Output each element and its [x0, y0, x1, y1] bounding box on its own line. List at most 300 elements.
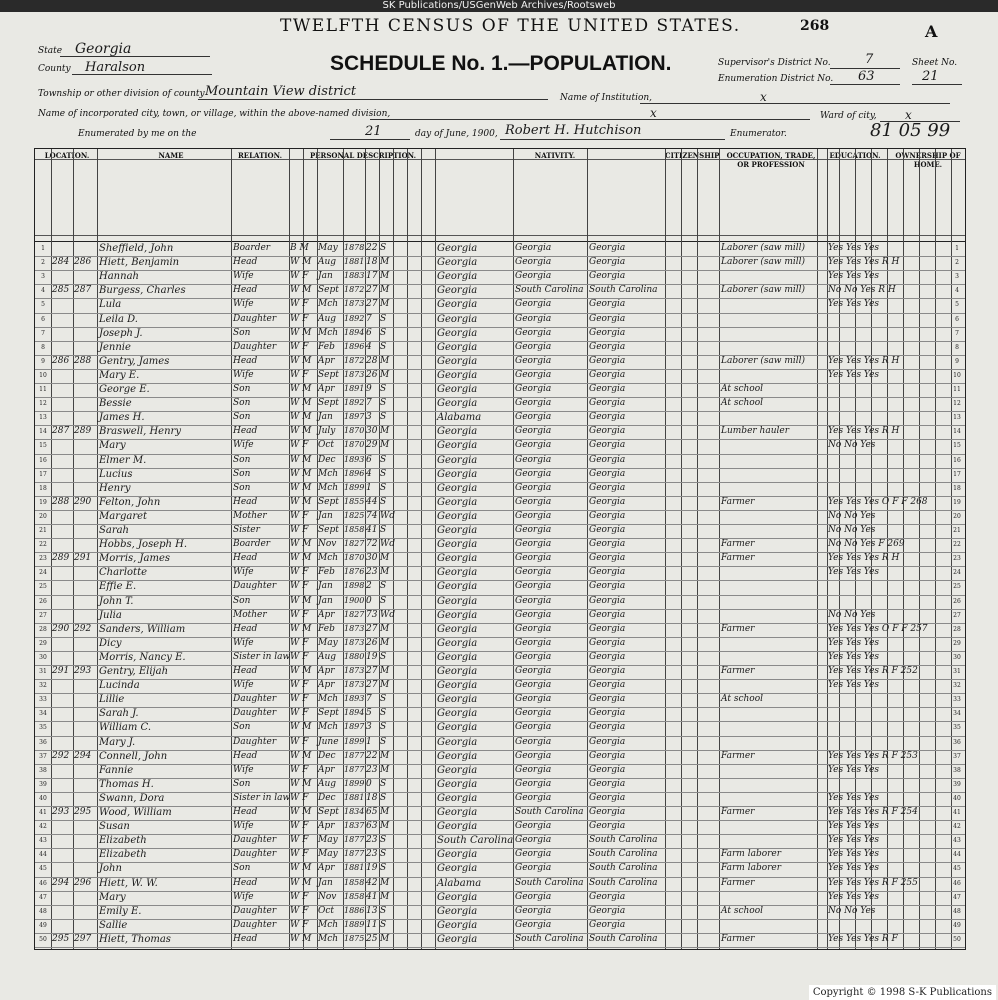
cell-edu: Yes Yes Yes: [828, 891, 880, 902]
cell-edu: Yes Yes Yes: [828, 243, 880, 253]
cell-name: Charlotte: [99, 567, 148, 579]
sheet-number: 21: [922, 69, 939, 84]
cell-cs: W F: [290, 609, 309, 620]
cell-name: Fannie: [99, 764, 134, 776]
cell-birth: Georgia: [437, 821, 478, 833]
row-number: 26: [953, 597, 961, 605]
cell-rel: Head: [233, 877, 258, 888]
row-number: 35: [39, 724, 47, 732]
cell-cs: W M: [290, 863, 312, 874]
cell-month: Feb: [318, 623, 335, 634]
cell-year: 1892: [344, 313, 365, 323]
cell-year: 1877: [344, 750, 365, 760]
cell-year: 1894: [344, 327, 365, 337]
cell-mother: Georgia: [589, 369, 626, 380]
cell-cs: W F: [290, 694, 309, 705]
cell-name: Effie E.: [99, 581, 137, 593]
cell-cs: W F: [290, 821, 309, 832]
cell-ms: S: [380, 482, 387, 493]
township-label: Township or other division of county: [38, 89, 205, 99]
row-number: 35: [953, 724, 961, 732]
cell-year: 1870: [344, 553, 365, 563]
cell-name: Swann, Dora: [99, 792, 165, 804]
row-number: 41: [39, 809, 47, 816]
cell-dw: 287: [52, 426, 70, 437]
cell-father: Georgia: [515, 243, 552, 253]
cell-cs: W M: [290, 722, 312, 733]
row-number: 22: [39, 541, 47, 549]
cell-month: Dec: [318, 454, 336, 465]
cell-birth: Georgia: [437, 313, 478, 325]
township-value: Mountain View district: [205, 84, 357, 99]
cell-birth: Georgia: [437, 285, 478, 297]
cell-birth: Georgia: [437, 496, 478, 508]
cell-birth: Georgia: [437, 919, 478, 931]
cell-birth: Georgia: [437, 694, 478, 706]
cell-name: Hiett, Thomas: [99, 933, 171, 945]
cell-father: Georgia: [515, 271, 552, 282]
cell-father: Georgia: [515, 708, 552, 719]
row-number: 42: [953, 823, 961, 831]
cell-year: 1872: [344, 285, 365, 295]
row-number: 2: [41, 259, 45, 267]
sheet-letter: A: [925, 22, 938, 41]
cell-year: 1873: [344, 623, 365, 633]
row-number: 39: [39, 780, 47, 788]
cell-age: 4: [366, 468, 372, 479]
cell-name: Felton, John: [99, 496, 161, 508]
cell-ms: S: [380, 398, 387, 409]
census-sheet: SK Publications/USGenWeb Archives/Rootsweb TWELFTH CENSUS OF THE UNITED STATES. 268 A SCHEDULE No. 1.—POPULATION. State Georgia County Haralson Township or other division of county Mountain View district Name of incorporated city, town, or village, within the above-named division, x Name of Institution, x Ward of city, x Enumerated by me on the 21 day of June, 1900, Robert H. Hutchison Enumerator. 81 05 99 Supervisor's District No. 7 Enumeration District No. 63 Sheet No. 21 LOCATION. NAME RELATION. PERSONAL DESCRIPTION. NATIVITY. CITIZENSHIP. OCCUPATION, TRADE, OR PROFESSION EDUCATION. OWNERSHIP OF HOME. 1 1 Sheffield, John Boarder B M May 1878 22 S Georgia Georgia Georgia Laborer (saw mill) Yes Yes Yes 2 2 284 286 Hiett, Benjamin Head W M Aug 1881 18 M Georgia Georgia Georgia Laborer (saw mill) Yes Yes Yes R H 3 3 Hannah Wife W F Jan 1883 17 M Georgia Georgia Georgia Yes Yes Yes 4 4 285 287 Burgess, Charles Head W M Sept 1872 27 M Georgia South Carolina South Carolina Laborer (saw mill) No No Yes R H 5 5 Lula Wife W F Mch 1873 27 M Georgia Georgia Georgia Yes Yes Yes 6 6 Leila D. Daughter W F Aug 1892 7 S Georgia Georgia Georgia 7 7 Joseph J. Son W M Mch 1894 6 S Georgia Georgia Georgia 8 8 Jennie Daughter W F Feb 1896 4 S Georgia Georgia Georgia 9 9 286 288 Gentry, James Head W M Apr 1872 28 M Georgia Georgia Georgia Laborer (saw mill) Yes Yes Yes R H 10 10 Mary E. Wife W F Sept 1873 26 M Georgia Georgia Georgia Yes Yes Yes 11 11 George E. Son W M Apr 1891 9 S Georgia Georgia Georgia At school 12 12 Bessie Son W M Sept 1892 7 S Georgia Georgia Georgia At school 13 13 James H. Son W M Jan 1897 3 S Alabama Georgia Georgia 14 14 287 289 Braswell, Henry Head W M July 1870 30 M Georgia Georgia Georgia Lumber hauler Yes Yes Yes R H 15 15 Mary Wife W F Oct 1870 29 M Georgia Georgia Georgia No No Yes 16 16 Elmer M. Son W M Dec 1893 6 S Georgia Georgia Georgia 17 17 Lucius Son W M Mch 1896 4 S Georgia Georgia Georgia 18 18 Henry Son W M Mch 1899 1 S Georgia Georgia Georgia 19 19 288 290 Felton, John Head W M Sept 1855 44 S Georgia Georgia Georgia Farmer Yes Yes Yes O F F 268 20 20 Margaret Mother W F Jan 1825 74 Wd Georgia Georgia Georgia No No Yes 21 21 Sarah Sister W F Sept 1858 41 S Georgia Georgia Georgia No No Yes 22 22 Hobbs, Joseph H. Boarder W M Nov 1827 72 Wd Georgia Georgia Georgia Farmer No No Yes F 269 23 23 289 291 Morris, James Head W M Mch 1870 30 M Georgia Georgia Georgia Farmer Yes Yes Yes R H 24 24 Charlotte Wife W F Feb 1876 23 M Georgia Georgia Georgia Yes Yes Yes 25 25 Effie E. Daughter W F Jan 1898 2 S Georgia Georgia Georgia 26 26 John T. Son W M Jan 1900 0 S Georgia Georgia Georgia 27 27 Julia Mother W F Apr 1827 73 Wd Georgia Georgia Georgia No No Yes 28 28 290 292 Sanders, William Head W M Feb 1873 27 M Georgia Georgia Georgia Farmer Yes Yes Yes O F F 257 29 29 Dicy Wife W F May 1873 26 M Georgia Georgia Georgia Yes Yes Yes 30 30 Morris, Nancy E. Sister in law W F Aug 1880 19 S Georgia Georgia Georgia Yes Yes Yes 31 31 291 293 Gentry, Elijah Head W M Apr 1873 27 M Georgia Georgia Georgia Farmer Yes Yes Yes R F 252 32 32 Lucinda Wife W F Apr 1873 27 M Georgia Georgia Georgia Yes Yes Yes 33 33 Lillie Daughter W F Mch 1893 7 S Georgia Georgia Georgia At school 34 34 Sarah J. Daughter W F Sept 1894 5 S Georgia Georgia Georgia 35 35 William C. Son W M Mch 1897 3 S Georgia Georgia Georgia 36 36 Mary J. Daughter W F June 1899 1 S Georgia Georgia Georgia 37 37 292 294 Connell, John Head W M Dec 1877 22 M Georgia Georgia Georgia Farmer Yes Yes Yes R F 253 38 38 Fannie Wife W F Apr 1877 23 M Georgia Georgia Georgia Yes Yes Yes 39 39 Thomas H. Son W M Aug 1899 0 S Georgia Georgia Georgia 40 40 Swann, Dora Sister in law W F Dec 1881 18 S Georgia Georgia Georgia Yes Yes Yes 41 41 293 295 Wood, William Head W M Sept 1834 65 M Georgia South Carolina Georgia Farmer Yes Yes Yes R F 254 42 42 Susan Wife W F Apr 1837 63 M Georgia Georgia Georgia Yes Yes Yes 43 43 Elizabeth Daughter W F May 1877 23 S South Carolina Georgia South Carolina Yes Yes Yes 44 44 Elizabeth Daughter W F May 1877 23 S Georgia Georgia South Carolina Farm laborer Yes Yes Yes 45 45 John Son W M Apr 1881 19 S Georgia Georgia South Carolina Farm laborer Yes Yes Yes 46 46 294 296 Hiett, W. W. Head W M Jan 1858 42 M Alabama South Carolina South Carolina Farmer Yes Yes Yes R F 255 47 47 Mary Wife W F Nov 1858 41 M Georgia Georgia Georgia Yes Yes Yes 48 48 Emily E. Daughter W F Oct 1886 13 S Georgia Georgia Georgia At school No No Yes 49 49 Sallie Daughter W F Mch 1889 11 S Georgia Georgia Georgia 50 50 295 297 Hiett, Thomas Head W M Mch 1875 25 M Georgia South Carolina South Carolina Farmer Yes Yes Yes R F Copyright © 1998 S-K Publications: [0, 0, 998, 1000]
row-number: 33: [953, 696, 961, 704]
cell-name: Leila D.: [99, 313, 138, 325]
cell-birth: South Carolina: [437, 835, 514, 847]
cell-ms: M: [380, 764, 390, 775]
cell-dw: 292: [52, 750, 70, 761]
cell-year: 1881: [344, 863, 365, 873]
cell-year: 1886: [344, 905, 365, 915]
cell-birth: Georgia: [437, 384, 478, 395]
cell-birth: Georgia: [437, 454, 478, 466]
cell-age: 25: [366, 933, 378, 944]
cell-month: Mch: [318, 482, 339, 493]
cell-edu: Yes Yes Yes O F F 257: [828, 623, 928, 634]
cell-birth: Georgia: [437, 736, 478, 748]
cell-year: 1837: [344, 821, 365, 831]
cell-mother: South Carolina: [589, 863, 658, 874]
row-number: 40: [953, 794, 961, 802]
cell-rel: Daughter: [233, 581, 277, 592]
cell-age: 27: [366, 285, 378, 296]
cell-ms: S: [380, 849, 387, 860]
cell-name: Elizabeth: [99, 849, 147, 861]
cell-fam: 296: [74, 877, 92, 888]
cell-cs: W F: [290, 637, 309, 648]
cell-birth: Georgia: [437, 369, 478, 381]
cell-dw: 288: [52, 496, 70, 507]
cell-year: 1875: [344, 933, 365, 943]
row-number: 12: [953, 400, 961, 408]
cell-name: Hobbs, Joseph H.: [99, 539, 188, 551]
cell-year: 1870: [344, 426, 365, 436]
cell-name: Lucius: [99, 468, 133, 480]
cell-name: Bessie: [99, 398, 132, 410]
cell-rel: Wife: [233, 271, 254, 282]
cell-rel: Wife: [233, 299, 254, 310]
cell-birth: Georgia: [437, 525, 478, 536]
cell-mother: Georgia: [589, 595, 626, 606]
cell-edu: No No Yes R H: [828, 285, 896, 296]
incorporated-label: Name of incorporated city, town, or village, within the above-named division,: [38, 109, 391, 119]
ward-label: Ward of city,: [820, 111, 877, 121]
cell-month: Jan: [318, 581, 333, 592]
cell-father: Georgia: [515, 694, 552, 705]
cell-age: 22: [366, 750, 378, 761]
cell-occ: Farmer: [721, 539, 755, 550]
cell-mother: Georgia: [589, 257, 626, 268]
cell-birth: Georgia: [437, 482, 478, 494]
row-number: 13: [953, 414, 961, 422]
cell-year: 1899: [344, 736, 365, 746]
cell-rel: Wife: [233, 680, 254, 691]
group-education: EDUCATION.: [829, 151, 881, 160]
cell-fam: 293: [74, 666, 92, 676]
cell-age: 3: [366, 412, 372, 423]
cell-cs: W M: [290, 778, 312, 789]
cell-rel: Son: [233, 778, 251, 789]
cell-name: Joseph J.: [99, 327, 143, 339]
page-number: 268: [800, 18, 830, 34]
row-number: 5: [41, 301, 45, 309]
cell-birth: Georgia: [437, 609, 478, 621]
cell-occ: Farmer: [721, 933, 755, 944]
row-number: 7: [955, 329, 959, 337]
cell-age: 27: [366, 666, 378, 676]
cell-father: South Carolina: [515, 807, 584, 817]
cell-father: Georgia: [515, 299, 552, 310]
cell-occ: At school: [721, 694, 763, 705]
cell-month: Oct: [318, 440, 335, 451]
row-number: 11: [39, 386, 47, 393]
cell-dw: 286: [52, 355, 70, 366]
cell-month: May: [318, 637, 338, 648]
cell-month: Apr: [318, 821, 335, 832]
cell-age: 72: [366, 539, 378, 550]
cell-dw: 294: [52, 877, 70, 888]
row-number: 44: [39, 851, 47, 859]
row-number: 47: [953, 893, 961, 901]
cell-name: Mary: [99, 440, 126, 452]
row-number: 3: [41, 273, 45, 281]
cell-cs: W M: [290, 426, 312, 437]
cell-month: Sept: [318, 525, 339, 535]
cell-mother: Georgia: [589, 736, 626, 747]
cell-year: 1896: [344, 341, 365, 351]
cell-age: 30: [366, 426, 378, 437]
row-number: 45: [39, 865, 47, 873]
cell-mother: Georgia: [589, 454, 626, 465]
cell-edu: Yes Yes Yes: [828, 637, 880, 648]
cell-birth: Georgia: [437, 595, 478, 607]
cell-ms: S: [380, 243, 387, 253]
cell-birth: Georgia: [437, 666, 478, 677]
row-number: 26: [39, 597, 47, 605]
cell-rel: Wife: [233, 764, 254, 775]
cell-fam: 287: [74, 285, 92, 296]
census-table: [34, 148, 966, 950]
cell-age: 1: [366, 482, 372, 493]
cell-cs: W M: [290, 595, 312, 606]
enumerator-name: Robert H. Hutchison: [505, 123, 642, 138]
cell-month: Mch: [318, 468, 339, 479]
cell-ms: M: [380, 933, 390, 944]
cell-mother: Georgia: [589, 468, 626, 479]
row-number: 20: [953, 512, 961, 520]
row-number: 6: [955, 315, 959, 323]
cell-age: 7: [366, 398, 372, 409]
cell-ms: M: [380, 440, 390, 451]
cell-cs: W F: [290, 891, 309, 902]
cell-father: South Carolina: [515, 877, 584, 888]
cell-ms: S: [380, 327, 387, 338]
cell-fam: 286: [74, 257, 92, 268]
sheet-label: Sheet No.: [912, 58, 958, 68]
cell-month: Dec: [318, 792, 336, 803]
cell-year: 1877: [344, 835, 365, 845]
cell-cs: W M: [290, 257, 312, 268]
row-number: 19: [953, 498, 961, 506]
cell-occ: At school: [721, 905, 763, 916]
cell-occ: Farmer: [721, 877, 755, 888]
cell-father: Georgia: [515, 553, 552, 564]
cell-mother: Georgia: [589, 792, 626, 803]
cell-edu: Yes Yes Yes: [828, 863, 880, 874]
row-number: 30: [39, 653, 47, 661]
cell-year: 1889: [344, 919, 365, 929]
cell-rel: Daughter: [233, 905, 277, 916]
cell-edu: Yes Yes Yes R F 252: [828, 666, 918, 676]
cell-father: Georgia: [515, 595, 552, 606]
cell-cs: W M: [290, 454, 312, 465]
cell-name: Sheffield, John: [99, 243, 174, 254]
cell-mother: Georgia: [589, 412, 626, 423]
cell-name: George E.: [99, 384, 150, 395]
cell-rel: Daughter: [233, 849, 277, 860]
cell-year: 1894: [344, 708, 365, 718]
row-number: 16: [39, 456, 47, 464]
cell-rel: Head: [233, 750, 258, 761]
cell-rel: Head: [233, 666, 258, 676]
cell-year: 1896: [344, 468, 365, 478]
row-number: 4: [41, 287, 45, 295]
row-number: 25: [39, 583, 47, 591]
row-number: 29: [953, 639, 961, 647]
cell-year: 1899: [344, 482, 365, 492]
enumerator-label: Enumerator.: [730, 129, 787, 139]
cell-month: Sept: [318, 369, 339, 380]
row-number: 40: [39, 794, 47, 802]
cell-month: Sept: [318, 398, 339, 409]
cell-rel: Wife: [233, 891, 254, 902]
cell-month: Mch: [318, 299, 339, 310]
cell-rel: Daughter: [233, 313, 277, 324]
cell-fam: 294: [74, 750, 92, 761]
cell-father: Georgia: [515, 637, 552, 648]
cell-occ: Laborer (saw mill): [721, 257, 806, 268]
cell-birth: Georgia: [437, 778, 478, 790]
cell-ms: M: [380, 285, 390, 296]
cell-month: Oct: [318, 905, 335, 916]
cell-rel: Son: [233, 454, 251, 465]
cell-birth: Georgia: [437, 539, 478, 551]
row-number: 15: [39, 442, 47, 450]
row-number: 43: [953, 837, 961, 845]
cell-ms: M: [380, 623, 390, 634]
cell-name: Jennie: [99, 341, 131, 353]
cell-month: Apr: [318, 355, 335, 366]
cell-father: Georgia: [515, 792, 552, 803]
cell-age: 7: [366, 694, 372, 705]
row-number: 39: [953, 780, 961, 788]
row-number: 1: [41, 245, 45, 252]
cell-occ: Farmer: [721, 553, 755, 564]
cell-cs: W F: [290, 792, 309, 803]
cell-month: Sept: [318, 496, 339, 507]
cell-month: May: [318, 835, 338, 846]
cell-rel: Wife: [233, 637, 254, 648]
cell-age: 30: [366, 553, 378, 564]
cell-cs: W F: [290, 440, 309, 451]
row-number: 47: [39, 893, 47, 901]
cell-month: Mch: [318, 722, 339, 733]
cell-year: 1858: [344, 891, 365, 901]
cell-birth: Georgia: [437, 680, 478, 692]
group-nativity: NATIVITY.: [534, 151, 576, 160]
cell-name: Braswell, Henry: [99, 426, 181, 438]
cell-mother: Georgia: [589, 637, 626, 648]
cell-mother: Georgia: [589, 327, 626, 338]
enumeration-day: 21: [365, 124, 382, 139]
cell-cs: W M: [290, 877, 312, 888]
row-number: 17: [953, 470, 961, 478]
cell-cs: W F: [290, 919, 309, 930]
row-number: 38: [39, 766, 47, 774]
row-number: 44: [953, 851, 961, 859]
cell-father: Georgia: [515, 919, 552, 930]
cell-name: Morris, Nancy E.: [99, 651, 186, 663]
cell-name: Lula: [99, 299, 122, 311]
cell-cs: W M: [290, 327, 312, 338]
cell-occ: Farmer: [721, 623, 755, 634]
row-number: 11: [953, 386, 961, 393]
cell-year: 1858: [344, 525, 365, 534]
cell-mother: Georgia: [589, 821, 626, 832]
cell-birth: Georgia: [437, 933, 478, 945]
cell-mother: Georgia: [589, 355, 626, 366]
cell-birth: Georgia: [437, 341, 478, 353]
cell-birth: Georgia: [437, 553, 478, 565]
cell-year: 1900: [344, 595, 365, 605]
cell-year: 1873: [344, 369, 365, 379]
row-number: 12: [39, 400, 47, 408]
group-personal: PERSONAL DESCRIPTION.: [309, 151, 417, 160]
row-number: 48: [39, 907, 47, 915]
cell-birth: Georgia: [437, 468, 478, 480]
cell-edu: No No Yes: [828, 510, 876, 521]
cell-mother: Georgia: [589, 567, 626, 578]
cell-age: 18: [366, 257, 378, 268]
cell-age: 27: [366, 299, 378, 310]
row-number: 21: [953, 527, 961, 534]
cell-dw: 291: [52, 666, 70, 676]
cell-dw: 295: [52, 933, 70, 944]
cell-cs: W M: [290, 539, 312, 550]
cell-mother: Georgia: [589, 440, 626, 451]
cell-month: Apr: [318, 680, 335, 691]
cell-year: 1881: [344, 257, 365, 267]
cell-rel: Mother: [233, 609, 267, 620]
cell-birth: Georgia: [437, 891, 478, 903]
row-number: 23: [953, 555, 961, 563]
cell-cs: W M: [290, 807, 312, 817]
cell-ms: S: [380, 412, 387, 423]
cell-edu: Yes Yes Yes: [828, 567, 880, 578]
cell-cs: W M: [290, 750, 312, 761]
cell-fam: 288: [74, 355, 92, 366]
group-occupation: OCCUPATION, TRADE, OR PROFESSION: [726, 151, 816, 169]
cell-year: 1855: [344, 496, 365, 506]
cell-birth: Georgia: [437, 722, 478, 734]
cell-fam: 292: [74, 623, 92, 634]
cell-cs: W M: [290, 412, 312, 423]
cell-rel: Son: [233, 468, 251, 479]
cell-occ: Lumber hauler: [721, 426, 790, 437]
cell-name: Thomas H.: [99, 778, 154, 790]
cell-name: Lucinda: [99, 680, 140, 692]
cell-birth: Georgia: [437, 637, 478, 649]
cell-dw: 293: [52, 807, 70, 817]
cell-age: 0: [366, 595, 372, 606]
cell-edu: Yes Yes Yes R F 254: [828, 807, 918, 817]
cell-occ: Farmer: [721, 496, 755, 507]
cell-birth: Alabama: [437, 412, 482, 424]
cell-rel: Wife: [233, 440, 254, 451]
cell-month: Aug: [318, 313, 337, 324]
row-number: 15: [953, 442, 961, 450]
cell-mother: Georgia: [589, 694, 626, 705]
cell-age: 18: [366, 792, 378, 803]
cell-month: Mch: [318, 327, 339, 338]
cell-age: 19: [366, 863, 378, 874]
cell-ms: S: [380, 708, 387, 719]
cell-mother: Georgia: [589, 398, 626, 409]
enumeration-label: Enumeration District No.: [718, 74, 834, 84]
cell-age: 4: [366, 341, 372, 352]
cell-name: Julia: [99, 609, 122, 621]
cell-ms: M: [380, 680, 390, 691]
cell-ms: M: [380, 891, 390, 902]
cell-rel: Sister in law: [233, 792, 291, 803]
institution-label: Name of Institution,: [560, 93, 653, 103]
row-number: 14: [39, 428, 47, 436]
cell-father: Georgia: [515, 849, 552, 860]
cell-birth: Georgia: [437, 243, 478, 254]
cell-month: Jan: [318, 412, 333, 423]
cell-rel: Son: [233, 863, 251, 874]
cell-father: Georgia: [515, 510, 552, 521]
cell-father: Georgia: [515, 426, 552, 437]
cell-cs: W F: [290, 651, 309, 662]
